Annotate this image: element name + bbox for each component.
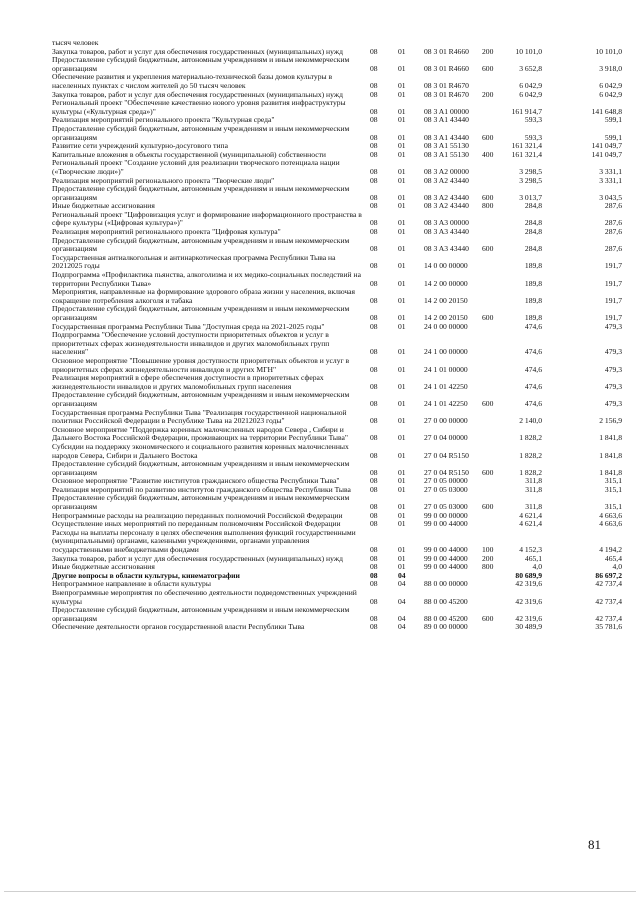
amount-year-2: 3 043,5	[599, 192, 622, 202]
table-row	[52, 606, 622, 623]
target-article-code: 08 3 A3 00000	[424, 218, 469, 228]
amount-year-2: 479,3	[604, 381, 622, 391]
target-article-code: 27 0 00 00000	[424, 416, 468, 426]
target-article-code: 08 3 A3 43440	[424, 227, 469, 237]
amount-year-1: 4 621,4	[519, 519, 542, 529]
amount-year-2: 10 101,0	[595, 46, 622, 56]
table-row	[52, 331, 622, 357]
subsection-code: 04	[398, 579, 406, 589]
row-name: Субсидии на поддержку экономического и социального развития коренных малочисленных народов Севера, Сибири и Дальнего Востока	[52, 441, 349, 460]
amount-year-1: 3 652,8	[519, 63, 542, 73]
section-code: 08	[370, 416, 378, 426]
table-row	[52, 99, 622, 116]
amount-year-1: 4 621,4	[519, 510, 542, 520]
amount-year-2: 2 156,9	[599, 416, 622, 426]
subsection-code: 01	[398, 313, 406, 322]
amount-year-1: 3 298,5	[519, 166, 542, 176]
amount-year-1: 4,0	[532, 562, 542, 572]
target-article-code: 08 3 A1 43440	[424, 115, 469, 125]
amount-year-1: 42 319,6	[515, 579, 542, 589]
section-code: 08	[370, 46, 378, 56]
row-name: Развитие сети учреждений культурно-досугового типа	[52, 141, 228, 151]
subsection-code: 01	[398, 562, 406, 572]
amount-year-2: 141 049,7	[591, 149, 622, 159]
target-article-code: 88 0 00 45200	[424, 613, 468, 623]
subsection-code: 01	[398, 89, 406, 99]
amount-year-1: 189,8	[524, 313, 542, 322]
expense-type-code: 600	[482, 63, 494, 73]
target-article-code: 08 3 01 R4660	[424, 63, 469, 73]
target-article-code: 08 3 01 R4670	[424, 80, 469, 90]
subsection-code: 04	[398, 613, 406, 623]
amount-year-1: 3 013,7	[519, 192, 542, 202]
target-article-code: 24 1 01 42250	[424, 381, 468, 391]
section-code: 08	[370, 519, 378, 529]
expense-type-code: 200	[482, 553, 494, 563]
expense-type-code: 600	[482, 467, 494, 477]
row-name: Обеспечение развития и укрепления материально-технической базы домов культуры в населенных пунктах с числом жителей до 50 тысяч человек	[52, 72, 333, 90]
expense-type-code: 200	[482, 89, 494, 99]
amount-year-1: 284,8	[524, 244, 542, 254]
amount-year-1: 593,3	[524, 132, 542, 142]
row-name: Непрограммное направление в области культуры	[52, 579, 211, 589]
amount-year-2: 141 648,8	[591, 106, 622, 116]
section-code: 08	[370, 613, 378, 623]
subsection-code: 01	[398, 502, 406, 512]
section-code: 08	[370, 175, 378, 185]
subsection-code: 01	[398, 467, 406, 477]
subsection-code: 01	[398, 141, 406, 151]
target-article-code: 24 1 01 00000	[424, 364, 468, 374]
amount-year-2: 315,1	[604, 484, 622, 494]
row-name: Капитальные вложения в объекты государственной (муниципальной) собственности	[52, 149, 326, 159]
row-name: Предоставление субсидий бюджетным, автономным учреждениям и иным некоммерческим организациям	[52, 235, 350, 254]
row-name: Предоставление субсидий бюджетным, автономным учреждениям и иным некоммерческим организациям	[52, 605, 350, 623]
subsection-code: 01	[398, 115, 406, 125]
expense-type-code: 600	[482, 192, 494, 202]
amount-year-2: 35 781,6	[595, 622, 622, 632]
section-code: 08	[370, 579, 378, 589]
target-article-code: 88 0 00 00000	[424, 579, 468, 589]
amount-year-2: 465,4	[604, 553, 622, 563]
amount-year-1: 284,8	[524, 201, 542, 211]
table-row	[52, 305, 622, 322]
amount-year-1: 3 298,5	[519, 175, 542, 185]
table-row	[52, 185, 622, 202]
table-row	[52, 159, 622, 176]
expense-type-code: 200	[482, 46, 494, 56]
subsection-code: 01	[398, 484, 406, 494]
amount-year-1: 474,6	[524, 381, 542, 391]
amount-year-1: 2 140,0	[519, 416, 542, 426]
amount-year-1: 6 042,9	[519, 89, 542, 99]
section-code: 08	[370, 622, 378, 632]
amount-year-2: 86 697,2	[595, 570, 622, 580]
amount-year-1: 474,6	[524, 398, 542, 408]
amount-year-1: 311,8	[525, 502, 542, 512]
expense-type-code: 800	[482, 562, 494, 572]
section-code: 08	[370, 467, 378, 477]
row-name: Предоставление субсидий бюджетным, автономным учреждениям и иным некоммерческим организациям	[52, 55, 350, 73]
subsection-code: 01	[398, 149, 406, 159]
table-row	[52, 529, 622, 555]
amount-year-2: 1 841,8	[599, 467, 622, 477]
subsection-code: 01	[398, 175, 406, 185]
amount-year-1: 465,1	[524, 553, 542, 563]
amount-year-2: 6 042,9	[599, 89, 622, 99]
target-article-code: 08 3 A2 43440	[424, 192, 469, 202]
subsection-code: 01	[398, 46, 406, 56]
section-code: 08	[370, 295, 378, 305]
row-name: Внепрограммные мероприятия по обеспечению деятельности подведомственных учреждений культуры	[52, 588, 357, 606]
amount-year-1: 189,8	[524, 295, 542, 305]
section-code: 08	[370, 545, 378, 555]
target-article-code: 08 3 A2 00000	[424, 166, 469, 176]
row-name: Закупка товаров, работ и услуг для обеспечения государственных (муниципальных) нужд	[52, 89, 343, 99]
expense-type-code: 600	[482, 132, 494, 142]
amount-year-2: 4,0	[612, 562, 622, 572]
table-row	[52, 460, 622, 477]
target-article-code: 08 3 A1 55130	[424, 149, 469, 159]
target-article-code: 08 3 A1 00000	[424, 106, 469, 116]
row-name: Подпрограмма "Обеспечение условий доступности приоритетных объектов и услуг в приоритетных сферах жизнедеятельности инвалидов и других маломобильных групп населения"	[52, 330, 330, 357]
target-article-code: 24 0 00 00000	[424, 321, 468, 331]
subsection-code: 01	[398, 398, 406, 408]
section-code: 08	[370, 218, 378, 228]
target-article-code: 14 2 00 20150	[424, 295, 468, 305]
scan-bottom-line	[4, 891, 636, 892]
target-article-code: 99 0 00 44000	[424, 545, 468, 555]
expense-type-code: 600	[482, 398, 494, 408]
amount-year-1: 311,8	[525, 476, 542, 486]
row-name: Иные бюджетные ассигнования	[52, 201, 155, 211]
amount-year-1: 284,8	[524, 218, 542, 228]
expense-type-code: 600	[482, 502, 494, 512]
expense-type-code: 400	[482, 149, 494, 159]
row-name: Предоставление субсидий бюджетным, автономным учреждениям и иным некоммерческим организациям	[52, 184, 350, 202]
table-row	[52, 125, 622, 142]
amount-year-2: 315,1	[604, 476, 622, 486]
expense-type-code: 600	[482, 313, 494, 322]
row-name: Основное мероприятие "Поддержка коренных малочисленных народов Севера , Сибири и Дальнего Востока Российской Федерации, проживающих на территории Республики Тыва"	[52, 424, 348, 443]
subsection-code: 01	[398, 295, 406, 305]
amount-year-1: 10 101,0	[515, 46, 542, 56]
section-code: 08	[370, 244, 378, 254]
amount-year-1: 42 319,6	[515, 596, 542, 606]
row-name: Предоставление субсидий бюджетным, автономным учреждениям и иным некоммерческим организациям	[52, 123, 350, 142]
amount-year-2: 1 841,8	[599, 450, 622, 460]
section-code: 08	[370, 141, 378, 151]
table-row	[52, 494, 622, 511]
subsection-code: 01	[398, 450, 406, 460]
row-name: Обеспечение деятельности органов государственной власти Республики Тыва	[52, 622, 305, 632]
subsection-code: 01	[398, 278, 406, 288]
amount-year-1: 474,6	[524, 347, 542, 357]
table-row	[52, 426, 622, 443]
amount-year-2: 3 331,1	[599, 166, 622, 176]
row-name: Предоставление субсидий бюджетным, автономным учреждениям и иным некоммерческим организациям	[52, 304, 350, 322]
amount-year-1: 1 828,2	[519, 467, 542, 477]
section-code: 08	[370, 132, 378, 142]
subsection-code: 04	[398, 570, 406, 580]
target-article-code: 08 3 01 R4670	[424, 89, 469, 99]
target-article-code: 99 0 00 44000	[424, 562, 468, 572]
row-name: Предоставление субсидий бюджетным, автономным учреждениям и иным некоммерческим организациям	[52, 390, 350, 408]
amount-year-1: 474,6	[524, 321, 542, 331]
row-name: Другие вопросы в области культуры, кинематографии	[52, 570, 240, 580]
amount-year-1: 593,3	[524, 115, 542, 125]
target-article-code: 27 0 05 03000	[424, 502, 468, 512]
row-name: Реализация мероприятий в сфере обеспечения доступности в приоритетных сферах жизнедеятельности инвалидов и других маломобильных групп населения	[52, 373, 324, 391]
target-article-code: 24 1 00 00000	[424, 347, 468, 357]
section-code: 08	[370, 227, 378, 237]
target-article-code: 27 0 04 00000	[424, 433, 468, 443]
amount-year-1: 161 321,4	[511, 149, 542, 159]
row-name: Реализация мероприятий по развитию институтов гражданского общества Республики Тыва	[52, 484, 351, 494]
subsection-code: 01	[398, 416, 406, 426]
target-article-code: 89 0 00 00000	[424, 622, 468, 632]
expense-type-code: 600	[482, 244, 494, 254]
section-code: 08	[370, 398, 378, 408]
target-article-code: 14 2 00 00000	[424, 278, 468, 288]
amount-year-1: 189,8	[524, 261, 542, 271]
subsection-code: 01	[398, 476, 406, 486]
subsection-code: 04	[398, 596, 406, 606]
subsection-code: 01	[398, 132, 406, 142]
table-row	[52, 288, 622, 305]
section-code: 08	[370, 553, 378, 563]
table-row	[52, 391, 622, 408]
subsection-code: 01	[398, 433, 406, 443]
amount-year-2: 42 737,4	[595, 613, 622, 623]
section-code: 08	[370, 106, 378, 116]
row-name: Основное мероприятие "Повышение уровня доступности приоритетных объектов и услуг в приоритетных сферах жизнедеятельности инвалидов и других МГН"	[52, 355, 350, 374]
row-name: Региональный проект "Цифровизация услуг и формирование информационного пространства в сфере культуры («Цифровая культура»)"	[52, 209, 362, 228]
amount-year-1: 1 828,2	[519, 433, 542, 443]
table-row	[52, 357, 622, 374]
amount-year-1: 189,8	[524, 278, 542, 288]
subsection-code: 01	[398, 166, 406, 176]
table-row	[52, 237, 622, 254]
section-code: 08	[370, 476, 378, 486]
amount-year-2: 599,1	[604, 115, 622, 125]
amount-year-1: 474,6	[524, 364, 542, 374]
subsection-code: 01	[398, 519, 406, 529]
row-name: Предоставление субсидий бюджетным, автономным учреждениям и иным некоммерческим организациям	[52, 459, 350, 477]
section-code: 08	[370, 149, 378, 159]
table-row	[52, 443, 622, 460]
target-article-code: 27 0 04 R5150	[424, 450, 469, 460]
target-article-code: 27 0 05 00000	[424, 476, 468, 486]
target-article-code: 88 0 00 45200	[424, 596, 468, 606]
target-article-code: 08 3 A3 43440	[424, 244, 469, 254]
row-name: Основное мероприятие "Развитие институтов гражданского общества Республики Тыва"	[52, 476, 340, 486]
table-row	[52, 271, 622, 288]
table-row	[52, 409, 622, 426]
row-name: Региональный проект "Создание условий для реализации творческого потенциала нации («Творческие люди»)"	[52, 158, 340, 176]
subsection-code: 01	[398, 244, 406, 254]
target-article-code: 14 0 00 00000	[424, 261, 468, 271]
amount-year-2: 599,1	[604, 132, 622, 142]
section-code: 08	[370, 562, 378, 572]
amount-year-1: 284,8	[524, 227, 542, 237]
amount-year-2: 191,7	[604, 278, 622, 288]
amount-year-1: 42 319,6	[515, 613, 542, 623]
amount-year-2: 287,6	[604, 218, 622, 228]
subsection-code: 01	[398, 545, 406, 555]
row-name: тысяч человек	[52, 38, 99, 47]
amount-year-2: 191,7	[604, 313, 622, 322]
row-name: Реализация мероприятий регионального проекта "Культурная среда"	[52, 115, 275, 125]
row-name: Расходы на выплаты персоналу в целях обеспечения выполнения функций государственными (муниципальными) органами, казенными учреждениями, органами управления государственными внебюджетными фондами	[52, 527, 356, 555]
row-name: Государственная антиалкогольная и антинаркотическая программа Республики Тыва на 20212025 годы	[52, 252, 336, 271]
target-article-code: 08 3 A2 43440	[424, 201, 469, 211]
section-code: 08	[370, 433, 378, 443]
section-code: 08	[370, 510, 378, 520]
amount-year-1: 80 689,9	[515, 570, 542, 580]
section-code: 08	[370, 261, 378, 271]
section-code: 08	[370, 313, 378, 322]
amount-year-2: 4 663,6	[599, 510, 622, 520]
amount-year-2: 191,7	[604, 261, 622, 271]
target-article-code: 27 0 04 R5150	[424, 467, 469, 477]
row-name: Реализация мероприятий регионального проекта "Творческие люди"	[52, 175, 275, 185]
expense-type-code: 100	[482, 545, 494, 555]
table-row	[52, 56, 622, 73]
amount-year-2: 42 737,4	[595, 579, 622, 589]
section-code: 08	[370, 166, 378, 176]
section-code: 08	[370, 115, 378, 125]
section-code: 08	[370, 80, 378, 90]
section-code: 08	[370, 381, 378, 391]
row-name: Иные бюджетные ассигнования	[52, 562, 155, 572]
row-name: Предоставление субсидий бюджетным, автономным учреждениям и иным некоммерческим организациям	[52, 493, 350, 512]
subsection-code: 01	[398, 106, 406, 116]
subsection-code: 01	[398, 553, 406, 563]
amount-year-2: 479,3	[604, 364, 622, 374]
amount-year-1: 311,8	[525, 484, 542, 494]
section-code: 08	[370, 502, 378, 512]
section-code: 08	[370, 364, 378, 374]
section-code: 08	[370, 192, 378, 202]
amount-year-2: 3 918,0	[599, 63, 622, 73]
amount-year-2: 4 194,2	[599, 545, 622, 555]
subsection-code: 01	[398, 321, 406, 331]
table-row	[52, 589, 622, 606]
target-article-code: 14 2 00 20150	[424, 313, 468, 322]
target-article-code: 08 3 A2 43440	[424, 175, 469, 185]
amount-year-2: 1 841,8	[599, 433, 622, 443]
amount-year-2: 287,6	[604, 227, 622, 237]
section-code: 08	[370, 484, 378, 494]
page-number: 81	[588, 837, 601, 852]
row-name: Государственная программа Республики Тыва "Реализация государственной национальной политики Российской Федерации в Республике Тыва на 20212023 годы"	[52, 407, 347, 426]
row-name: Закупка товаров, работ и услуг для обеспечения государственных (муниципальных) нужд	[52, 46, 343, 56]
budget-table	[52, 39, 622, 632]
subsection-code: 01	[398, 63, 406, 73]
amount-year-2: 479,3	[604, 347, 622, 357]
target-article-code: 08 3 01 R4660	[424, 46, 469, 56]
section-code: 08	[370, 201, 378, 211]
expense-type-code: 600	[482, 613, 494, 623]
section-code: 08	[370, 321, 378, 331]
row-name: Непрограммные расходы на реализацию переданных полномочий Российской Федерации	[52, 510, 343, 520]
amount-year-2: 479,3	[604, 398, 622, 408]
row-name: Региональный проект "Обеспечение качественно нового уровня развития инфраструктуры культуры («Культурная среда»)"	[52, 98, 346, 116]
subsection-code: 01	[398, 364, 406, 374]
target-article-code: 99 0 00 44000	[424, 519, 468, 529]
amount-year-1: 6 042,9	[519, 80, 542, 90]
subsection-code: 01	[398, 261, 406, 271]
section-code: 08	[370, 450, 378, 460]
subsection-code: 01	[398, 227, 406, 237]
amount-year-2: 141 049,7	[591, 141, 622, 151]
subsection-code: 01	[398, 347, 406, 357]
row-name: Закупка товаров, работ и услуг для обеспечения государственных (муниципальных) нужд	[52, 553, 343, 563]
amount-year-2: 191,7	[604, 295, 622, 305]
row-name: Осуществление иных мероприятий по переданным полномочиям Российской Федерации	[52, 519, 341, 529]
amount-year-2: 42 737,4	[595, 596, 622, 606]
amount-year-2: 6 042,9	[599, 80, 622, 90]
section-code: 08	[370, 278, 378, 288]
subsection-code: 01	[398, 218, 406, 228]
table-row	[52, 73, 622, 90]
expense-type-code: 800	[482, 201, 494, 211]
section-code: 08	[370, 347, 378, 357]
amount-year-1: 161 321,4	[511, 141, 542, 151]
subsection-code: 01	[398, 201, 406, 211]
amount-year-1: 4 152,3	[519, 545, 542, 555]
amount-year-2: 287,6	[604, 201, 622, 211]
subsection-code: 01	[398, 510, 406, 520]
amount-year-1: 161 914,7	[511, 106, 542, 116]
target-article-code: 08 3 A1 55130	[424, 141, 469, 151]
section-code: 08	[370, 89, 378, 99]
target-article-code: 99 0 00 44000	[424, 553, 468, 563]
subsection-code: 01	[398, 381, 406, 391]
amount-year-2: 479,3	[604, 321, 622, 331]
amount-year-2: 3 331,1	[599, 175, 622, 185]
amount-year-2: 315,1	[604, 502, 622, 512]
amount-year-2: 287,6	[604, 244, 622, 254]
target-article-code: 08 3 A1 43440	[424, 132, 469, 142]
subsection-code: 01	[398, 192, 406, 202]
amount-year-2: 4 663,6	[599, 519, 622, 529]
target-article-code: 99 0 00 00000	[424, 510, 468, 520]
row-name: Подпрограмма «Профилактика пьянства, алкоголизма и их медико-социальных последствий на территории Республики Тыва»	[52, 270, 361, 288]
section-code: 08	[370, 63, 378, 73]
table-row	[52, 623, 622, 632]
subsection-code: 01	[398, 80, 406, 90]
row-name: Реализация мероприятий регионального проекта "Цифровая культура"	[52, 227, 281, 237]
table-row	[52, 211, 622, 228]
target-article-code: 27 0 05 03000	[424, 484, 468, 494]
subsection-code: 04	[398, 622, 406, 632]
row-name: Мероприятия, направленные на формирование здорового образа жизни у населения, включая сокращение потребления алкоголя и табака	[52, 287, 356, 305]
table-row	[52, 254, 622, 271]
amount-year-1: 30 489,9	[515, 622, 542, 632]
target-article-code: 24 1 01 42250	[424, 398, 468, 408]
section-code: 08	[370, 596, 378, 606]
section-code: 08	[370, 570, 378, 580]
row-name: Государственная программа Республики Тыва "Доступная среда на 2021-2025 годы"	[52, 321, 325, 331]
amount-year-1: 1 828,2	[519, 450, 542, 460]
table-row	[52, 374, 622, 391]
